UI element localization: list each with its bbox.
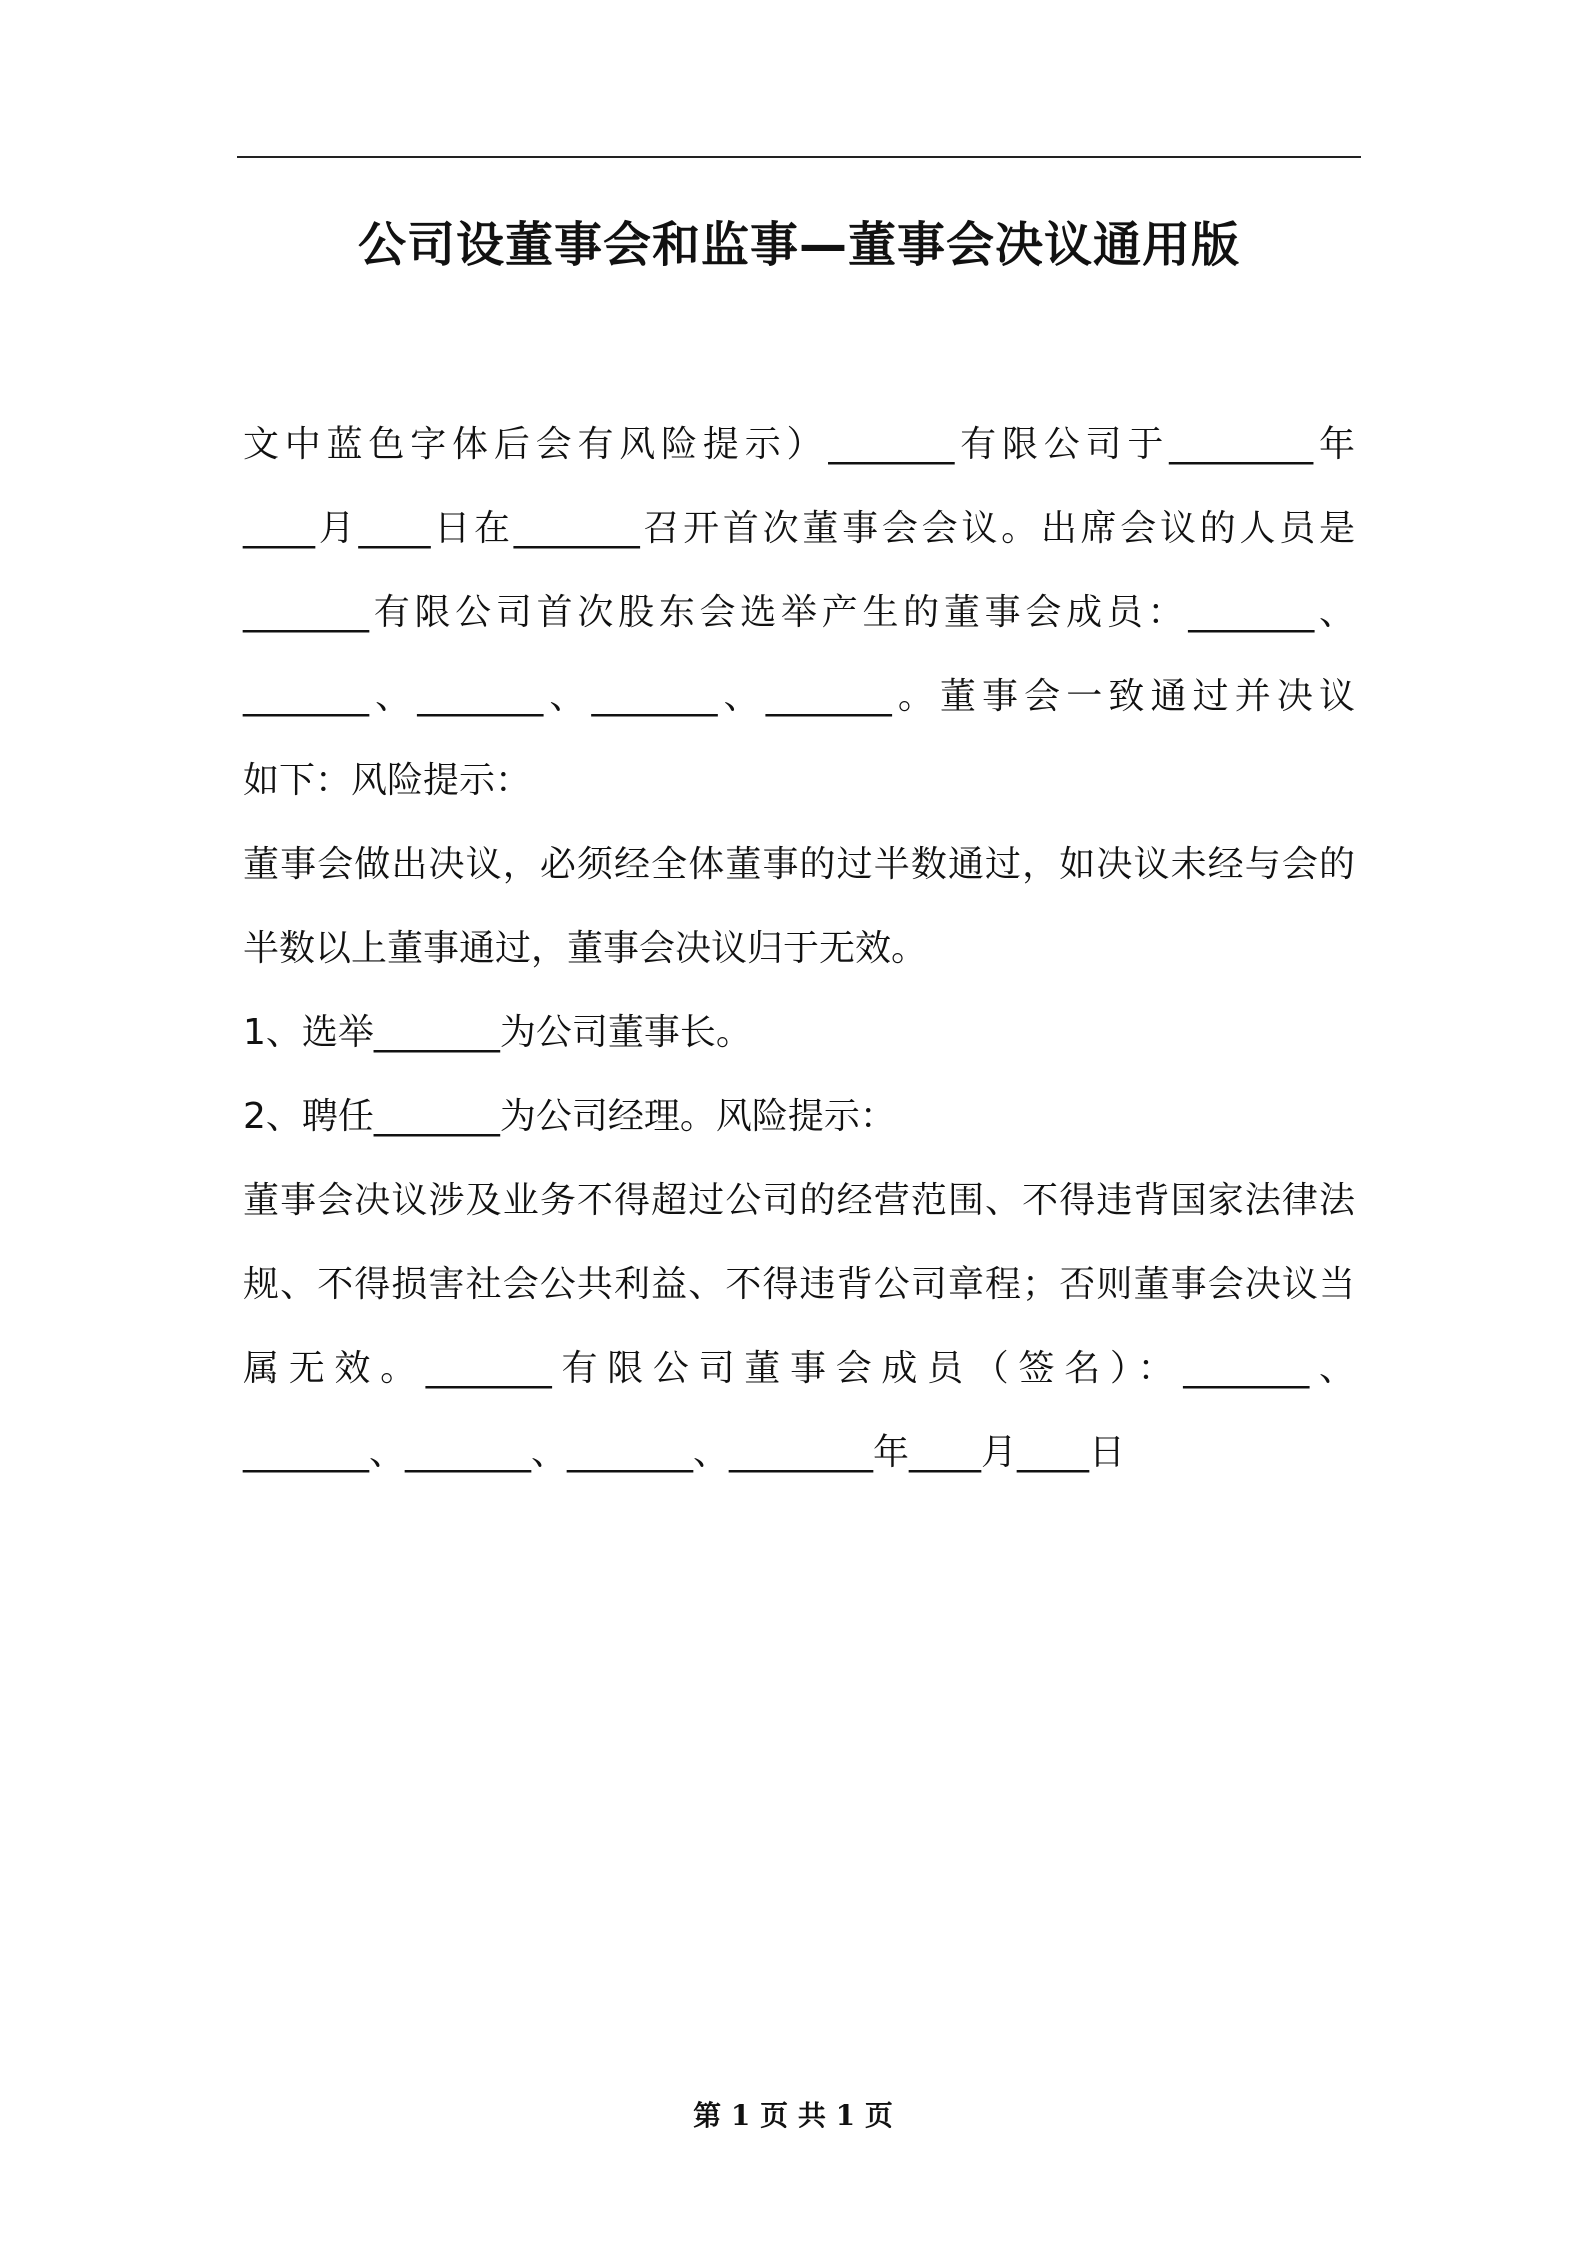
body-line-5: 如下：风险提示： xyxy=(243,760,532,801)
body-line-7: 半数以上董事通过，董事会决议归于无效。 xyxy=(243,928,928,969)
page-number: 第 1 页 共 1 页 xyxy=(693,2099,893,2132)
body-line-12: 属无效。_______有限公司董事会成员（签名）：_______、 xyxy=(243,1348,1355,1389)
body-line-2: ____月____日在_______召开首次董事会会议。出席会议的人员是 xyxy=(243,508,1355,549)
body-line-8: 1、选举_______为公司董事长。 xyxy=(243,1012,752,1053)
body-line-9: 2、聘任_______为公司经理。风险提示： xyxy=(243,1096,896,1137)
body-line-11: 规、不得损害社会公共利益、不得违背公司章程；否则董事会决议当 xyxy=(243,1264,1355,1305)
document-title: 公司设董事会和监事—董事会决议通用版 xyxy=(357,217,1240,273)
document-body xyxy=(243,403,1355,1495)
body-line-13: _______、_______、_______、________年____月____日 xyxy=(243,1432,1125,1473)
body-line-10: 董事会决议涉及业务不得超过公司的经营范围、不得违背国家法律法 xyxy=(243,1180,1355,1221)
body-line-3: _______有限公司首次股东会选举产生的董事会成员：_______、 xyxy=(243,592,1355,633)
body-line-1: 文中蓝色字体后会有风险提示）_______有限公司于________年 xyxy=(243,424,1355,465)
header-rule xyxy=(237,156,1361,158)
body-line-6: 董事会做出决议，必须经全体董事的过半数通过，如决议未经与会的 xyxy=(243,844,1355,885)
body-line-4: _______、_______、_______、_______。董事会一致通过并决议 xyxy=(243,676,1355,717)
